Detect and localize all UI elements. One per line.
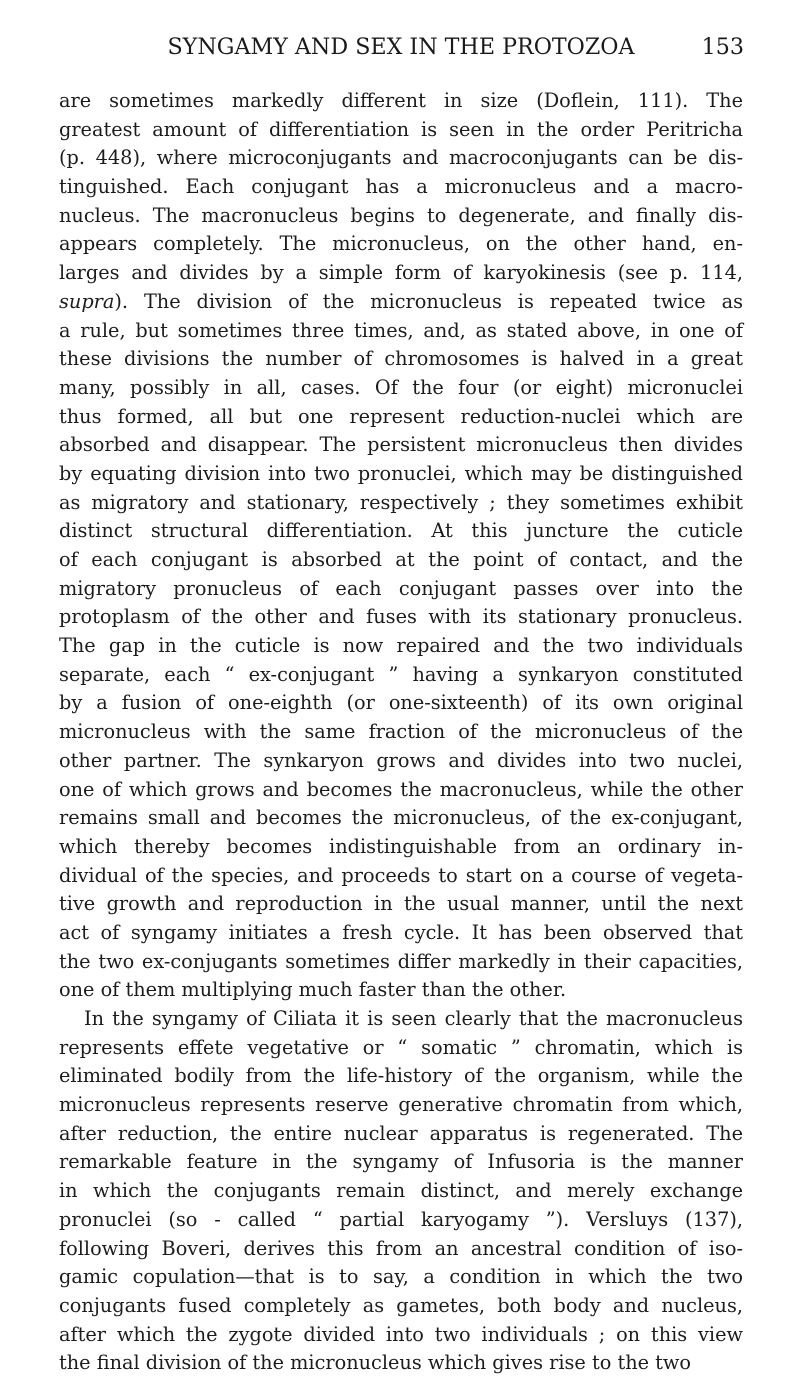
paragraph-1 bbox=[59, 87, 743, 1005]
text-line: absorbed and disappear. The persistent micronucleus then divides bbox=[59, 433, 743, 457]
text-line: tinguished. Each conjugant has a micronucleus and a macro- bbox=[59, 175, 743, 199]
text-line: by a fusion of one-eighth (or one-sixteenth) of its own original bbox=[59, 691, 743, 715]
text-line: by equating division into two pronuclei, which may be distinguished bbox=[59, 461, 743, 485]
text-line: represents effete vegetative or “ somatic ” chromatin, which is bbox=[59, 1035, 743, 1059]
text-line: after reduction, the entire nuclear apparatus is regenerated. The bbox=[59, 1121, 743, 1145]
text-line: gamic copulation—that is to say, a condition in which the two bbox=[59, 1265, 743, 1289]
text-line: of each conjugant is absorbed at the point of contact, and the bbox=[59, 548, 743, 571]
text-line: many, possibly in all, cases. Of the four (or eight) micronuclei bbox=[59, 375, 743, 399]
text-line: these divisions the number of chromosomes is halved in a great bbox=[59, 347, 743, 371]
text-line: micronucleus with the same fraction of the micronucleus of the bbox=[59, 720, 743, 744]
text-line: a rule, but sometimes three times, and, as stated above, in one of bbox=[59, 318, 743, 342]
text-line: larges and divides by a simple form of karyokinesis (see p. 114, bbox=[59, 261, 743, 285]
text-line: which thereby becomes indistinguishable from an ordinary in- bbox=[59, 834, 743, 858]
body-text bbox=[59, 87, 743, 1378]
text-line: act of syngamy initiates a fresh cycle. It has been observed that bbox=[59, 920, 743, 944]
text-line: remarkable feature in the syngamy of Infusoria is the manner bbox=[59, 1150, 743, 1174]
text-line: are sometimes markedly different in size (Doflein, 111). The bbox=[59, 89, 743, 112]
text-line: after which the zygote divided into two individuals ; on this view bbox=[59, 1322, 743, 1346]
text-line: (p. 448), where microconjugants and macroconjugants can be dis- bbox=[59, 146, 743, 170]
text-line: remains small and becomes the micronucleus, of the ex-conjugant, bbox=[59, 806, 743, 830]
text-line: appears completely. The micronucleus, on the other hand, en- bbox=[59, 232, 743, 256]
text-line: in which the conjugants remain distinct, and merely exchange bbox=[59, 1179, 743, 1203]
text-line: one of which grows and becomes the macronucleus, while the other bbox=[59, 777, 743, 801]
text-line: following Boveri, derives this from an ancestral condition of iso- bbox=[59, 1236, 743, 1260]
text-line: migratory pronucleus of each conjugant passes over into the bbox=[59, 576, 743, 600]
text-line: greatest amount of differentiation is seen in the order Peritricha bbox=[59, 117, 743, 141]
text-line: protoplasm of the other and fuses with its stationary pronucleus. bbox=[59, 605, 743, 629]
text-line: the final division of the micronucleus which gives rise to the two bbox=[59, 1351, 692, 1375]
text-line: supra). The division of the micronucleus is repeated twice as bbox=[59, 289, 743, 313]
text-line: nucleus. The macronucleus begins to degenerate, and finally dis- bbox=[59, 203, 743, 227]
text-line: one of them multiplying much faster than the other. bbox=[59, 978, 567, 1002]
running-head bbox=[58, 34, 744, 64]
running-title: SYNGAMY AND SEX IN THE PROTOZOA bbox=[167, 34, 635, 60]
text-line: distinct structural differentiation. At this juncture the cuticle bbox=[59, 519, 743, 543]
text-line: other partner. The synkaryon grows and divides into two nuclei, bbox=[59, 748, 743, 772]
text-line: the two ex-conjugants sometimes differ markedly in their capacities, bbox=[59, 949, 743, 973]
text-line: In the syngamy of Ciliata it is seen clearly that the macronucleus bbox=[84, 1007, 743, 1030]
text-line: pronuclei (so - called “ partial karyogamy ”). Versluys (137), bbox=[59, 1207, 743, 1231]
text-line: separate, each “ ex-conjugant ” having a synkaryon constituted bbox=[59, 662, 743, 686]
text-line: eliminated bodily from the life-history of the organism, while the bbox=[59, 1064, 743, 1088]
text-line: conjugants fused completely as gametes, both body and nucleus, bbox=[59, 1293, 743, 1317]
page-number: 153 bbox=[701, 34, 744, 60]
text-line: micronucleus represents reserve generative chromatin from which, bbox=[59, 1093, 743, 1117]
text-line: The gap in the cuticle is now repaired and the two individuals bbox=[59, 634, 743, 658]
text-line: dividual of the species, and proceeds to start on a course of vegeta- bbox=[59, 863, 743, 887]
text-line: thus formed, all but one represent reduction-nuclei which are bbox=[59, 404, 743, 428]
text-line: tive growth and reproduction in the usual manner, until the next bbox=[59, 892, 743, 916]
text-line: as migratory and stationary, respectively ; they sometimes exhibit bbox=[59, 490, 743, 514]
paragraph-2 bbox=[59, 1005, 743, 1378]
